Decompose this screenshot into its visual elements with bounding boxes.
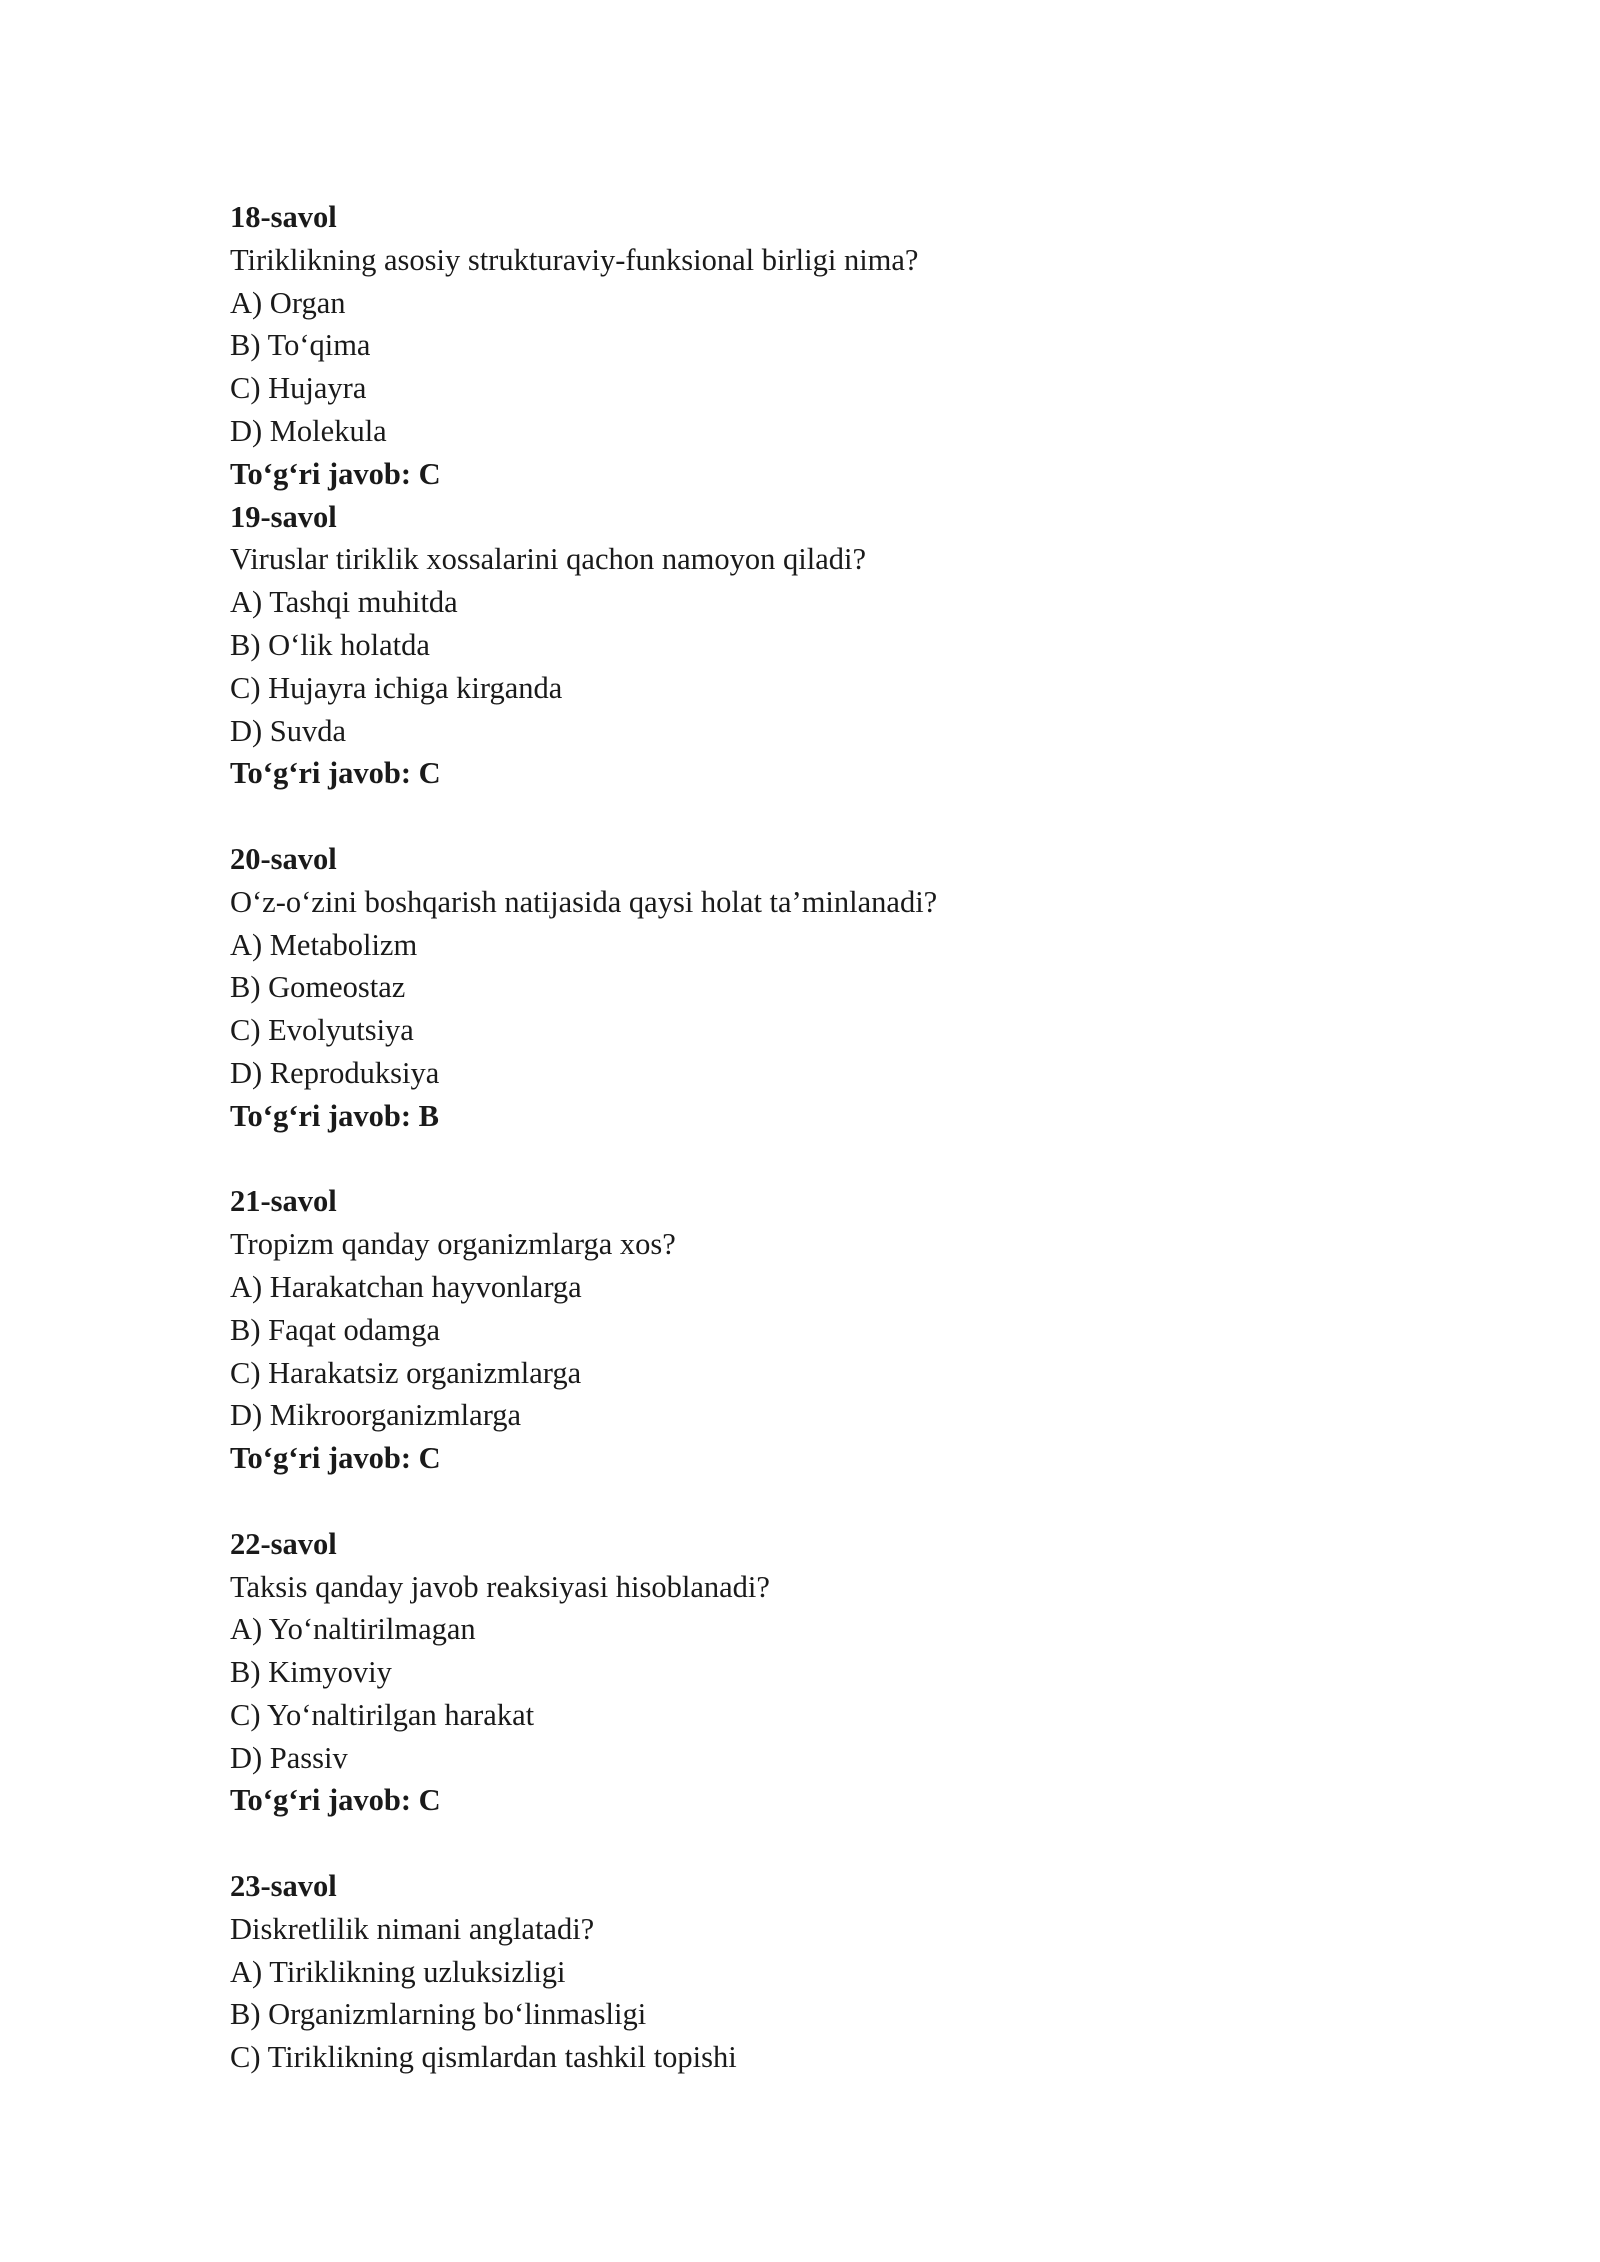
option-b: B) To‘qima [230,328,371,363]
option-d: D) Passiv [230,1740,348,1775]
option-d: D) Molekula [230,413,387,448]
option-b: B) Gomeostaz [230,970,406,1005]
option-b: B) Faqat odamga [230,1312,441,1347]
question-block-18 [230,196,1410,496]
question-number: 21-savol [230,1184,337,1219]
question-number: 23-savol [230,1869,337,1904]
question-text: Viruslar tiriklik xossalarini qachon namoyon qiladi? [230,542,866,577]
question-list [230,196,1410,2079]
question-text: Tiriklikning asosiy strukturaviy-funksional birligi nima? [230,242,919,277]
option-d: D) Reproduksiya [230,1055,440,1090]
correct-answer: To‘g‘ri javob: C [230,756,441,791]
question-block-21 [230,1180,1410,1480]
question-block-22 [230,1523,1410,1823]
option-c: C) Evolyutsiya [230,1013,414,1048]
option-a: A) Harakatchan hayvonlarga [230,1269,582,1304]
question-text: Taksis qanday javob reaksiyasi hisoblanadi? [230,1569,770,1604]
option-b: B) Kimyoviy [230,1655,392,1690]
option-a: A) Metabolizm [230,927,418,962]
option-d: D) Suvda [230,713,347,748]
correct-answer: To‘g‘ri javob: B [230,1098,439,1133]
option-b: B) O‘lik holatda [230,627,430,662]
question-text: O‘z-o‘zini boshqarish natijasida qaysi holat ta’minlanadi? [230,884,938,919]
option-c: C) Yo‘naltirilgan harakat [230,1697,535,1732]
question-number: 18-savol [230,200,337,234]
question-block-20 [230,838,1410,1138]
option-a: A) Tiriklikning uzluksizligi [230,1954,566,1989]
option-d: D) Mikroorganizmlarga [230,1398,522,1433]
question-number: 19-savol [230,499,337,534]
question-text: Diskretlilik nimani anglatadi? [230,1911,595,1946]
correct-answer: To‘g‘ri javob: C [230,456,441,491]
question-number: 20-savol [230,841,337,876]
question-text: Tropizm qanday organizmlarga xos? [230,1227,676,1262]
question-block-19 [230,496,1410,796]
option-c: C) Hujayra ichiga kirganda [230,670,563,705]
option-a: A) Tashqi muhitda [230,585,458,620]
option-c: C) Hujayra [230,371,367,406]
correct-answer: To‘g‘ri javob: C [230,1783,441,1818]
option-a: A) Organ [230,285,346,320]
question-number: 22-savol [230,1526,337,1561]
option-c: C) Tiriklikning qismlardan tashkil topishi [230,2040,737,2075]
option-b: B) Organizmlarning bo‘linmasligi [230,1997,647,2032]
correct-answer: To‘g‘ri javob: C [230,1441,441,1476]
question-block-23 [230,1865,1410,2079]
option-c: C) Harakatsiz organizmlarga [230,1355,582,1390]
option-a: A) Yo‘naltirilmagan [230,1612,476,1647]
